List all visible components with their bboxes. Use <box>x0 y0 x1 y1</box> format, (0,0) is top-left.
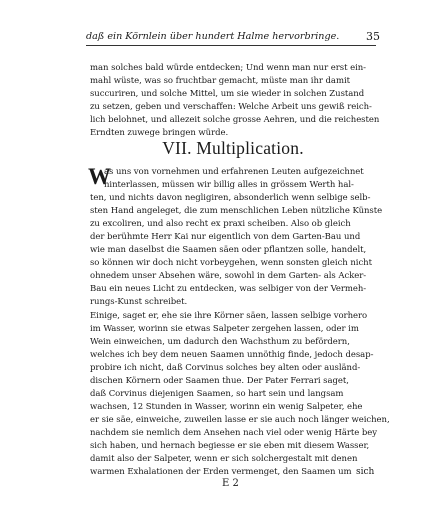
text-line: nachdem sie nemlich dem Ansehen nach viel oder wenig Härte bey <box>90 428 377 438</box>
running-header <box>60 30 380 44</box>
text-line: sich haben, und hernach begiesse er sie eben mit diesem Wasser, <box>90 441 370 451</box>
text-line: man solches bald würde entdecken; Und wenn man nur erst ein- <box>90 63 366 73</box>
text-line: succuriren, und solche Mittel, um sie wieder in solchen Zustand <box>90 89 365 99</box>
text-line: damit also der Salpeter, wenn er sich solchergestalt mit denen <box>90 454 358 464</box>
text-line: Bau ein neues Licht zu entdecken, was selbiger von der Vermeh- <box>90 284 367 294</box>
text-line: ohnedem unser Absehen wäre, sowohl in dem Garten- als Acker- <box>90 271 367 281</box>
text-line: ten, und nichts davon negligiren, absonderlich wenn selbige selb- <box>90 193 371 203</box>
text-line: wie man daselbst die Saamen säen oder pflantzen solle, handelt, <box>90 245 367 255</box>
text-line: Erndten zuwege bringen würde. <box>90 128 229 138</box>
text-line: dischen Körnern oder Saamen thue. Der Pater Ferrari saget, <box>90 376 349 386</box>
text-line: mahl wüste, was so fruchtbar gemacht, müste man ihr damit <box>90 76 350 86</box>
header-rule <box>86 45 376 46</box>
text-line: zu setzen, geben und verschaffen: Welche Arbeit uns gewiß reich- <box>90 102 372 112</box>
text-line: so können wir doch nicht vorbeygehen, wenn sonsten gleich nicht <box>90 258 372 268</box>
text-line: probire ich nicht, daß Corvinus solches bey alten oder ausländ- <box>90 363 361 373</box>
page-number: 35 <box>366 30 380 43</box>
text-line: rungs-Kunst schreibet. <box>90 297 188 307</box>
text-line: daß Corvinus diejenigen Saamen, so hart sein und langsam <box>90 389 344 399</box>
text-line: im Wasser, worinn sie etwas Salpeter zergehen lassen, oder im <box>90 324 359 334</box>
text-line: as uns von vornehmen und erfahrenen Leuten aufgezeichnet <box>104 167 364 177</box>
drop-initial: W <box>88 164 111 189</box>
text-line: er sie säe, einweiche, zuweilen lasse er sie auch noch länger weichen, <box>90 415 390 425</box>
text-line: lich belohnet, und allezeit solche grosse Aehren, und die reichesten <box>90 115 380 125</box>
text-line: hinterlassen, müssen wir billig alles in grössem Werth hal- <box>104 180 354 190</box>
text-line: Wein einweichen, um dadurch den Wachsthum zu befördern, <box>90 337 350 347</box>
section-title: VII. Multiplication. <box>162 138 304 158</box>
text-line: Einige, saget er, ehe sie ihre Körner säen, lassen selbige vorhero <box>90 311 368 321</box>
signature-mark: E 2 <box>222 478 239 489</box>
catchword: sich <box>356 467 375 477</box>
text-line: zu excoliren, und also recht ex praxi scheiben. Also ob gleich <box>90 219 351 229</box>
text-line: der berühmte Herr Kai nur eigentlich von dem Garten-Bau und <box>90 232 361 242</box>
text-line: wachsen, 12 Stunden in Wasser, worinn ein wenig Salpeter, ehe <box>90 402 363 412</box>
text-line: warmen Exhalationen der Erden vermenget, den Saamen um <box>90 467 352 477</box>
text-line: sten Hand angeleget, die zum menschlichen Leben nützliche Künste <box>90 206 383 216</box>
text-line: welches ich bey dem neuen Saamen unnöthig finde, jedoch desap- <box>90 350 374 360</box>
running-title: daß ein Körnlein über hundert Halme hervorbringe. <box>86 31 340 42</box>
